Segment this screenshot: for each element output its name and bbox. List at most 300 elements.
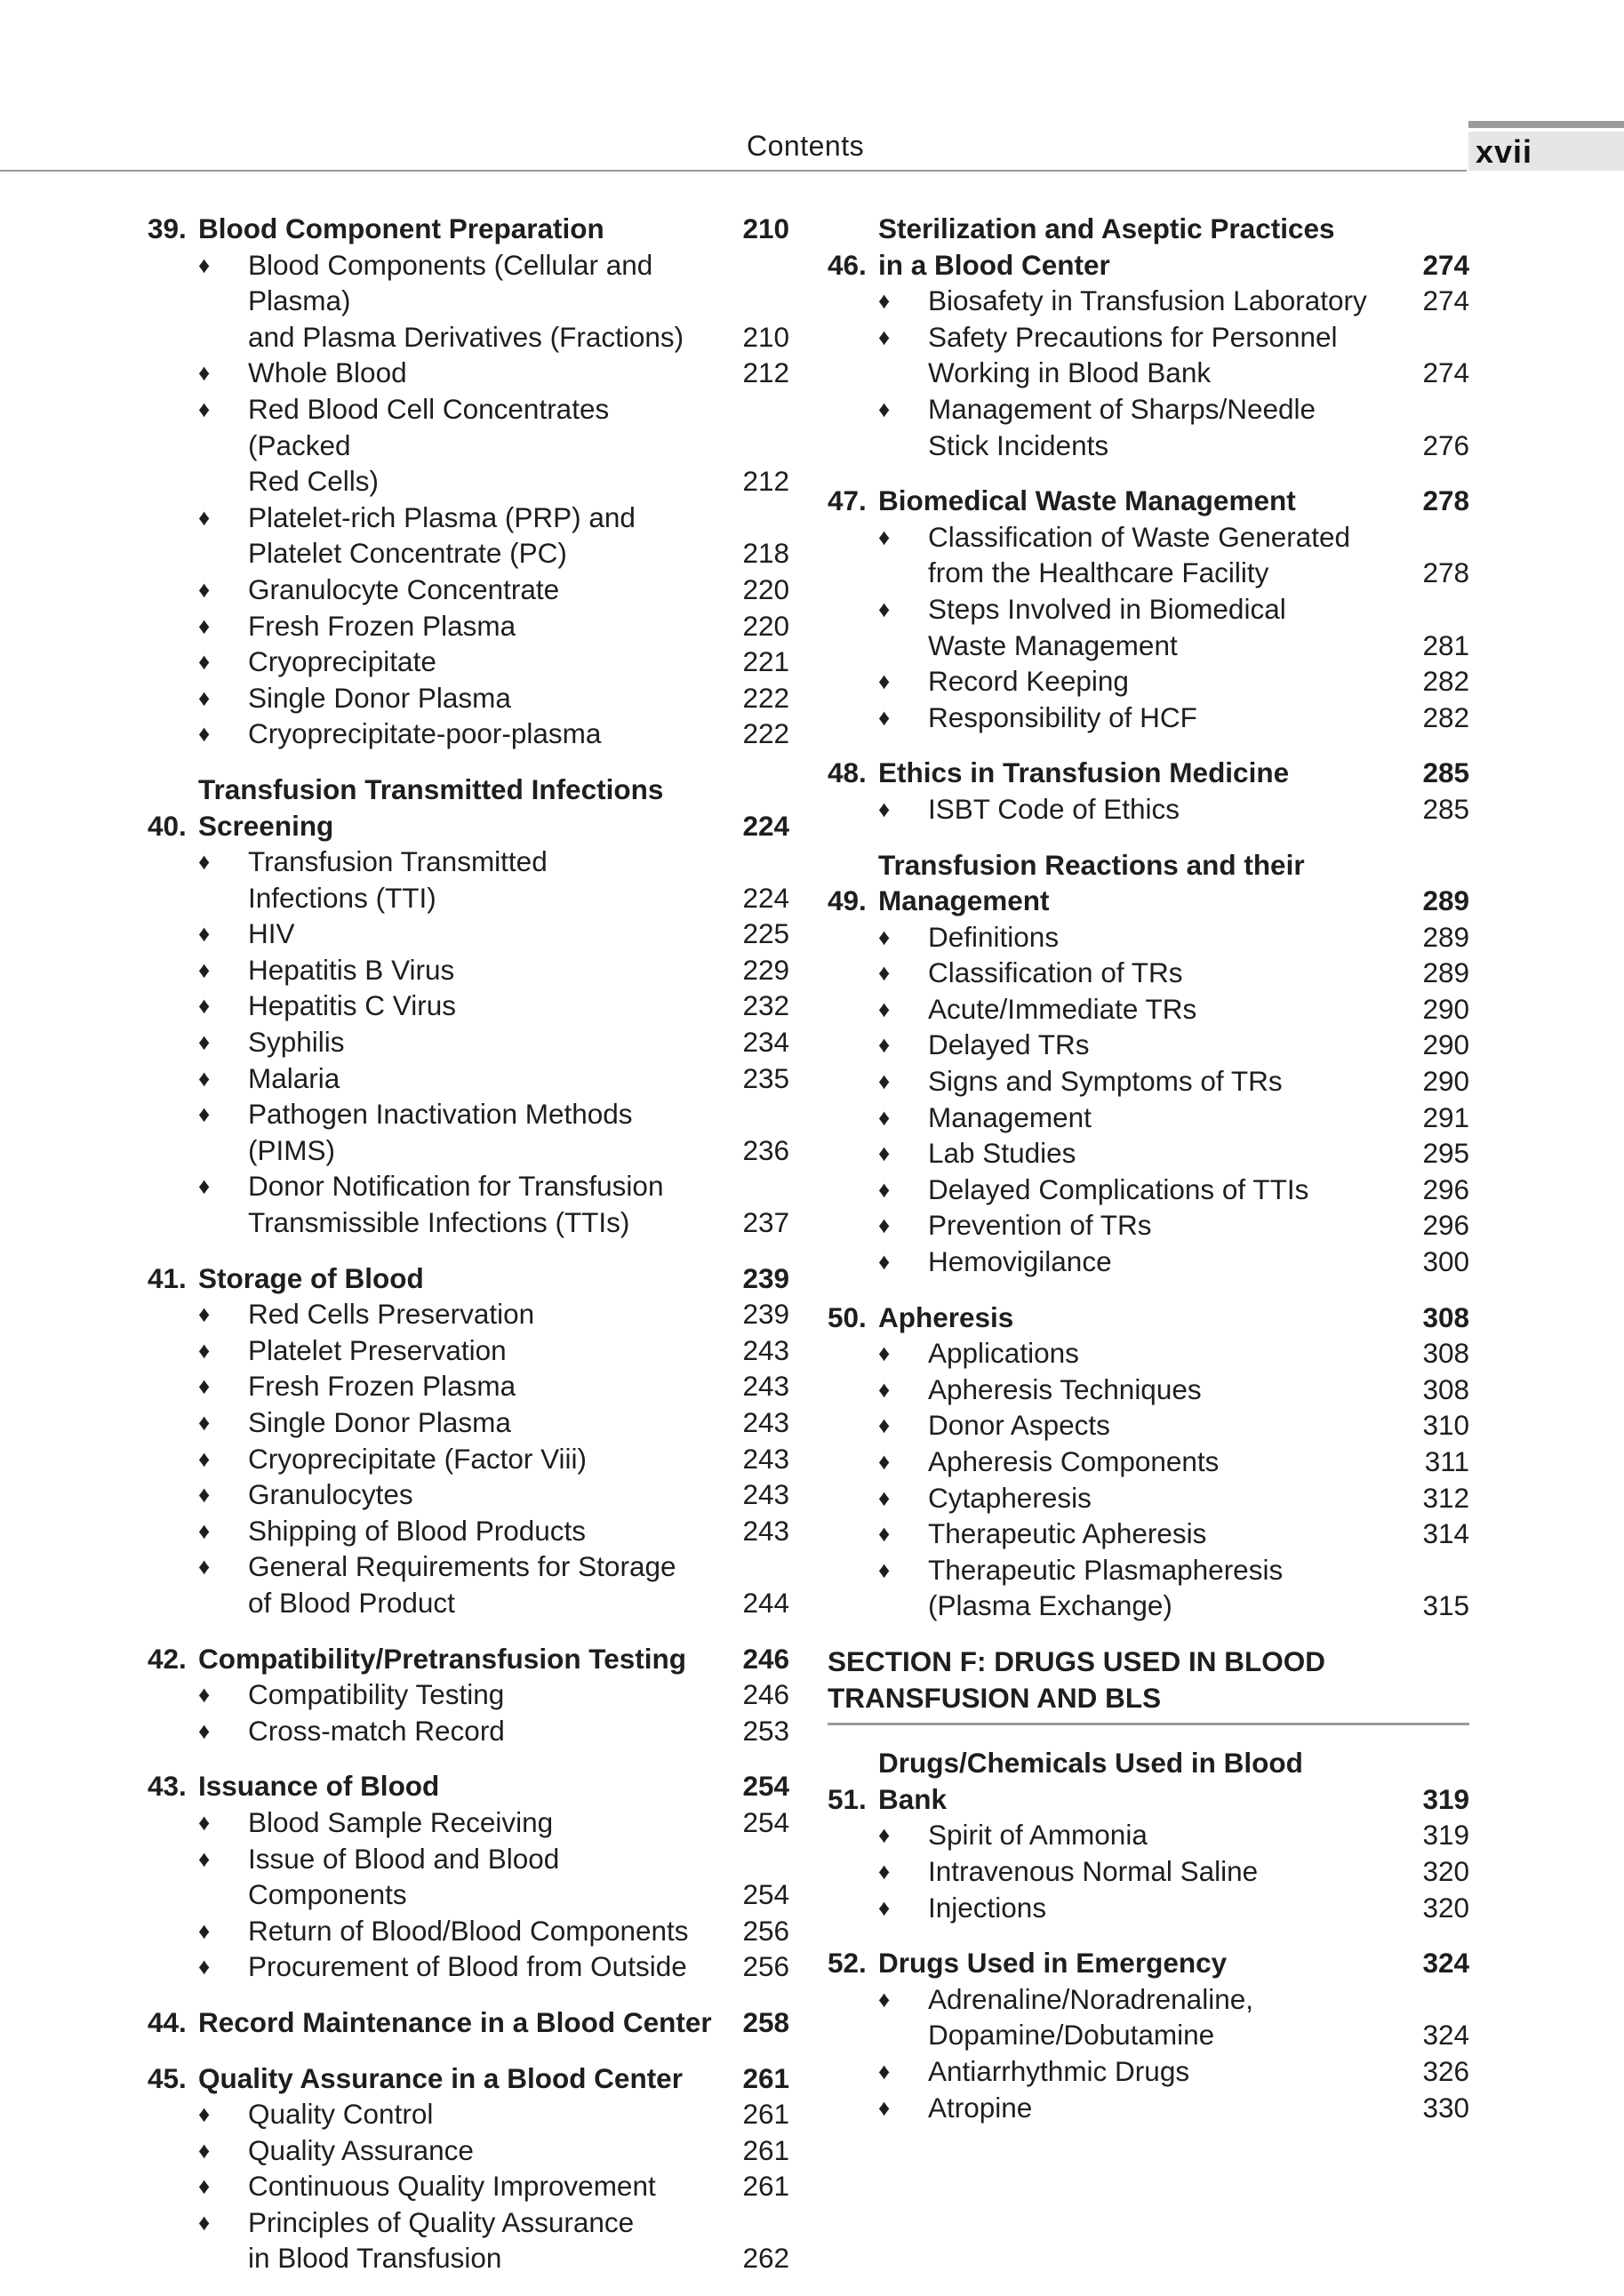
- toc-item: [148, 988, 789, 1024]
- item-page: 296: [1422, 1172, 1469, 1205]
- toc-item: [828, 1444, 1469, 1480]
- item-title: Blood Components (Cellular and Plasma) and Plasma Derivatives (Fractions): [248, 248, 684, 353]
- chapter-title: Drugs Used in Emergency: [878, 1947, 1228, 1980]
- item-title: Quality Assurance: [248, 2133, 474, 2166]
- chapter-heading: [828, 211, 1469, 283]
- chapter-title: Biomedical Waste Management: [878, 484, 1296, 517]
- toc-item: [148, 1096, 789, 1168]
- diamond-bullet-icon: ♦: [198, 359, 211, 387]
- diamond-bullet-icon: ♦: [878, 1556, 891, 1583]
- item-title: Malaria: [248, 1061, 340, 1094]
- item-page: 276: [1422, 428, 1469, 461]
- toc-item: [828, 591, 1469, 663]
- diamond-bullet-icon: ♦: [878, 1175, 891, 1203]
- item-page: 320: [1422, 1854, 1469, 1887]
- chapter-heading: [148, 1641, 789, 1677]
- diamond-bullet-icon: ♦: [198, 1516, 211, 1544]
- section-divider: [828, 1723, 1469, 1725]
- toc-item: [148, 1841, 789, 1913]
- toc-item: [148, 1476, 789, 1513]
- chapter-number: 44.: [148, 2005, 187, 2038]
- toc-item: [148, 391, 789, 500]
- item-page: 237: [742, 1206, 789, 1239]
- diamond-bullet-icon: ♦: [878, 2057, 891, 2084]
- toc-item: [828, 519, 1469, 591]
- item-page: 290: [1422, 1028, 1469, 1061]
- item-page: 312: [1422, 1481, 1469, 1514]
- item-title: Syphilis: [248, 1026, 345, 1059]
- chapter-number: 47.: [828, 484, 867, 517]
- header-rule: [0, 170, 1467, 172]
- chapter-title: Issuance of Blood: [198, 1770, 440, 1803]
- item-page: 235: [742, 1061, 789, 1094]
- chapter-page: 278: [1422, 484, 1469, 517]
- toc-item: [828, 1516, 1469, 1552]
- item-page: 210: [742, 320, 789, 353]
- diamond-bullet-icon: ♦: [878, 323, 891, 350]
- toc-item: [828, 1027, 1469, 1063]
- item-title: Transfusion Transmitted Infections (TTI): [248, 845, 548, 914]
- toc-item: [148, 1548, 789, 1620]
- item-page: 218: [742, 537, 789, 570]
- item-page: 285: [1422, 792, 1469, 825]
- toc-item: [828, 663, 1469, 700]
- item-title: Red Cells Preservation: [248, 1298, 535, 1331]
- toc-item: [148, 1024, 789, 1060]
- item-title: Therapeutic Plasmapheresis (Plasma Exchange): [928, 1553, 1284, 1622]
- diamond-bullet-icon: ♦: [878, 1412, 891, 1439]
- item-title: Applications: [928, 1337, 1079, 1370]
- item-title: Cryoprecipitate-poor-plasma: [248, 717, 602, 750]
- toc-chapter: [148, 1260, 789, 1621]
- diamond-bullet-icon: ♦: [198, 1172, 211, 1200]
- toc-item: [148, 2168, 789, 2204]
- toc-item: [828, 319, 1469, 391]
- toc-item: [828, 1981, 1469, 2053]
- toc-item: [828, 1890, 1469, 1926]
- toc-item: [148, 952, 789, 988]
- item-page: 274: [1422, 284, 1469, 317]
- chapter-page: 289: [1422, 884, 1469, 917]
- item-page: 256: [742, 1950, 789, 1983]
- item-page: 254: [742, 1878, 789, 1911]
- chapter-title: Transfusion Transmitted Infections Screening: [198, 772, 664, 842]
- item-page: 229: [742, 953, 789, 986]
- diamond-bullet-icon: ♦: [878, 1857, 891, 1884]
- toc-item: [828, 1552, 1469, 1624]
- chapter-heading: [828, 755, 1469, 791]
- toc-item: [148, 608, 789, 644]
- item-page: 243: [742, 1406, 789, 1438]
- item-page: 256: [742, 1914, 789, 1947]
- toc-item: [828, 2053, 1469, 2090]
- item-page: 300: [1422, 1245, 1469, 1278]
- item-title: Antiarrhythmic Drugs: [928, 2054, 1190, 2087]
- diamond-bullet-icon: ♦: [198, 1300, 211, 1328]
- item-title: Shipping of Blood Products: [248, 1514, 586, 1547]
- chapter-title: Drugs/Chemicals Used in Blood Bank: [878, 1747, 1303, 1815]
- item-page: 274: [1422, 356, 1469, 389]
- item-title: Cytapheresis: [928, 1481, 1092, 1514]
- chapter-page: 254: [742, 1770, 789, 1803]
- page-number: xvii: [1476, 133, 1533, 170]
- toc-item: [148, 500, 789, 572]
- diamond-bullet-icon: ♦: [878, 1985, 891, 2012]
- toc-item: [828, 1853, 1469, 1890]
- chapter-number: 46.: [828, 248, 867, 281]
- item-title: Platelet Preservation: [248, 1333, 507, 1366]
- item-page: 261: [742, 2170, 789, 2203]
- chapter-heading: [828, 847, 1469, 919]
- toc-chapter: [148, 2004, 789, 2041]
- item-title: Single Donor Plasma: [248, 1406, 511, 1438]
- toc-item: [828, 991, 1469, 1028]
- diamond-bullet-icon: ♦: [878, 287, 891, 315]
- diamond-bullet-icon: ♦: [198, 395, 211, 422]
- diamond-bullet-icon: ♦: [198, 1808, 211, 1836]
- toc-item: [148, 1713, 789, 1749]
- toc-item: [148, 1676, 789, 1713]
- chapter-number: 39.: [148, 212, 187, 244]
- item-page: 243: [742, 1514, 789, 1547]
- item-title: Pathogen Inactivation Methods (PIMS): [248, 1098, 633, 1166]
- toc-chapter: [828, 755, 1469, 827]
- item-page: 243: [742, 1333, 789, 1366]
- toc-item: [148, 644, 789, 680]
- item-title: Atropine: [928, 2091, 1033, 2124]
- toc-item: [828, 791, 1469, 828]
- toc-item: [828, 283, 1469, 319]
- item-page: 236: [742, 1133, 789, 1166]
- chapter-number: 51.: [828, 1782, 867, 1815]
- item-title: ISBT Code of Ethics: [928, 792, 1180, 825]
- toc-item: [148, 1404, 789, 1441]
- chapter-page: 258: [742, 2005, 789, 2038]
- item-title: Adrenaline/Noradrenaline, Dopamine/Dobutamine: [928, 1982, 1253, 2052]
- chapter-page: 319: [1422, 1782, 1469, 1815]
- item-page: 212: [742, 356, 789, 389]
- item-title: Record Keeping: [928, 665, 1129, 698]
- chapter-title: Storage of Blood: [198, 1261, 424, 1294]
- chapter-heading: [828, 1745, 1469, 1817]
- toc-item: [148, 572, 789, 608]
- item-title: Cryoprecipitate: [248, 645, 436, 678]
- diamond-bullet-icon: ♦: [878, 959, 891, 987]
- item-page: 330: [1422, 2091, 1469, 2124]
- item-page: 326: [1422, 2054, 1469, 2087]
- item-page: 253: [742, 1714, 789, 1747]
- chapter-title: Record Maintenance in a Blood Center: [198, 2005, 712, 2038]
- item-title: Donor Aspects: [928, 1409, 1110, 1442]
- chapter-number: 40.: [148, 809, 187, 842]
- item-title: Therapeutic Apheresis: [928, 1517, 1207, 1550]
- chapter-heading: [148, 211, 789, 247]
- item-title: Continuous Quality Improvement: [248, 2170, 656, 2203]
- diamond-bullet-icon: ♦: [198, 848, 211, 876]
- diamond-bullet-icon: ♦: [878, 923, 891, 950]
- item-title: HIV: [248, 917, 295, 950]
- toc-item: [828, 1063, 1469, 1100]
- toc-item: [828, 2090, 1469, 2126]
- item-page: 289: [1422, 956, 1469, 989]
- diamond-bullet-icon: ♦: [198, 2172, 211, 2200]
- toc-item: [148, 2096, 789, 2132]
- item-title: Prevention of TRs: [928, 1209, 1152, 1242]
- item-title: Intravenous Normal Saline: [928, 1854, 1259, 1887]
- diamond-bullet-icon: ♦: [878, 1212, 891, 1239]
- toc-item: [148, 1913, 789, 1949]
- item-page: 308: [1422, 1372, 1469, 1405]
- item-page: 244: [742, 1586, 789, 1619]
- item-title: Classification of TRs: [928, 956, 1183, 989]
- item-page: 282: [1422, 665, 1469, 698]
- chapter-number: 45.: [148, 2061, 187, 2094]
- item-title: Safety Precautions for Personnel Working in Blood Bank: [928, 320, 1338, 389]
- item-page: 282: [1422, 700, 1469, 733]
- item-page: 289: [1422, 920, 1469, 953]
- chapter-page: 324: [1422, 1947, 1469, 1980]
- diamond-bullet-icon: ♦: [198, 1064, 211, 1092]
- item-page: 246: [742, 1678, 789, 1711]
- section-title: SECTION F: DRUGS USED IN BLOOD TRANSFUSION AND BLS: [828, 1644, 1326, 1714]
- toc-item: [828, 1407, 1469, 1444]
- diamond-bullet-icon: ♦: [198, 1336, 211, 1364]
- toc-item: [828, 955, 1469, 991]
- toc-chapter: [828, 847, 1469, 1280]
- diamond-bullet-icon: ♦: [878, 1893, 891, 1921]
- item-title: Biosafety in Transfusion Laboratory: [928, 284, 1367, 317]
- chapter-heading: [828, 483, 1469, 519]
- section-heading-block: [828, 1644, 1469, 1725]
- diamond-bullet-icon: ♦: [878, 1140, 891, 1167]
- toc-item: [828, 919, 1469, 956]
- diamond-bullet-icon: ♦: [198, 2208, 211, 2236]
- toc-item: [148, 1060, 789, 1097]
- diamond-bullet-icon: ♦: [878, 1248, 891, 1276]
- diamond-bullet-icon: ♦: [878, 668, 891, 695]
- item-title: Steps Involved in Biomedical Waste Management: [928, 592, 1286, 661]
- toc-chapter: [148, 2060, 789, 2277]
- toc-item: [828, 1135, 1469, 1172]
- toc-item: [828, 1244, 1469, 1280]
- diamond-bullet-icon: ♦: [198, 992, 211, 1020]
- chapter-heading: [148, 2004, 789, 2041]
- item-title: Signs and Symptoms of TRs: [928, 1065, 1283, 1098]
- toc-chapter: [148, 1641, 789, 1749]
- item-title: Compatibility Testing: [248, 1678, 505, 1711]
- diamond-bullet-icon: ♦: [198, 1481, 211, 1508]
- diamond-bullet-icon: ♦: [878, 1031, 891, 1059]
- chapter-title: Apheresis: [878, 1300, 1014, 1333]
- item-page: 319: [1422, 1819, 1469, 1852]
- diamond-bullet-icon: ♦: [198, 1553, 211, 1580]
- chapter-number: 52.: [828, 1947, 867, 1980]
- chapter-page: 239: [742, 1261, 789, 1294]
- diamond-bullet-icon: ♦: [878, 1484, 891, 1511]
- toc-item: [828, 1172, 1469, 1208]
- diamond-bullet-icon: ♦: [198, 1916, 211, 1944]
- chapter-heading: [148, 2060, 789, 2097]
- toc-item: [828, 1480, 1469, 1516]
- diamond-bullet-icon: ♦: [198, 920, 211, 948]
- toc-item: [148, 2132, 789, 2169]
- diamond-bullet-icon: ♦: [198, 648, 211, 676]
- item-title: Return of Blood/Blood Components: [248, 1914, 689, 1947]
- item-title: Fresh Frozen Plasma: [248, 609, 516, 642]
- item-page: 225: [742, 917, 789, 950]
- item-page: 310: [1422, 1409, 1469, 1442]
- toc-item: [148, 1804, 789, 1841]
- chapter-page: 224: [742, 809, 789, 842]
- chapter-number: 43.: [148, 1770, 187, 1803]
- item-title: Hepatitis C Virus: [248, 989, 457, 1022]
- toc-item: [148, 680, 789, 716]
- toc-left-column: [148, 211, 789, 2296]
- chapter-number: 48.: [828, 756, 867, 789]
- diamond-bullet-icon: ♦: [198, 1028, 211, 1056]
- toc-chapter: [148, 1768, 789, 1985]
- chapter-title: Blood Component Preparation: [198, 212, 604, 244]
- page-tab-bar: [1468, 121, 1624, 128]
- toc-item: [828, 1335, 1469, 1372]
- item-title: Classification of Waste Generated from the Healthcare Facility: [928, 520, 1351, 589]
- item-page: 234: [742, 1026, 789, 1059]
- diamond-bullet-icon: ♦: [198, 1953, 211, 1980]
- chapter-page: 246: [742, 1642, 789, 1675]
- toc-chapter: [828, 483, 1469, 735]
- running-header-title: Contents: [747, 130, 865, 162]
- item-page: 254: [742, 1805, 789, 1838]
- toc-chapter: [828, 211, 1469, 463]
- diamond-bullet-icon: ♦: [878, 1520, 891, 1548]
- item-title: Definitions: [928, 920, 1060, 953]
- item-page: 261: [742, 2133, 789, 2166]
- diamond-bullet-icon: ♦: [878, 1448, 891, 1475]
- item-page: 278: [1422, 556, 1469, 589]
- item-page: 290: [1422, 1065, 1469, 1098]
- item-title: Management: [928, 1100, 1092, 1133]
- item-page: 290: [1422, 992, 1469, 1025]
- toc-item: [148, 844, 789, 916]
- toc-item: [148, 247, 789, 356]
- diamond-bullet-icon: ♦: [198, 1716, 211, 1744]
- toc-item: [828, 1372, 1469, 1408]
- item-page: 222: [742, 681, 789, 714]
- item-page: 243: [742, 1442, 789, 1475]
- diamond-bullet-icon: ♦: [878, 795, 891, 822]
- toc-item: [148, 1296, 789, 1332]
- item-page: 220: [742, 609, 789, 642]
- diamond-bullet-icon: ♦: [198, 2100, 211, 2128]
- toc-item: [148, 1441, 789, 1477]
- chapter-title: Ethics in Transfusion Medicine: [878, 756, 1290, 789]
- diamond-bullet-icon: ♦: [198, 503, 211, 531]
- item-title: Hepatitis B Virus: [248, 953, 455, 986]
- chapter-page: 285: [1422, 756, 1469, 789]
- toc-item: [148, 1513, 789, 1549]
- item-title: Donor Notification for Transfusion Transmissible Infections (TTIs): [248, 1170, 664, 1239]
- toc-chapter: [828, 1300, 1469, 1624]
- toc-item: [828, 1207, 1469, 1244]
- item-page: 295: [1422, 1137, 1469, 1170]
- item-title: Fresh Frozen Plasma: [248, 1370, 516, 1403]
- item-page: 320: [1422, 1891, 1469, 1924]
- toc-item: [148, 2204, 789, 2276]
- chapter-heading: [828, 1300, 1469, 1336]
- toc-item: [828, 1817, 1469, 1853]
- chapter-number: 42.: [148, 1642, 187, 1675]
- diamond-bullet-icon: ♦: [198, 2136, 211, 2164]
- chapter-title: Sterilization and Aseptic Practices in a Blood Center: [878, 212, 1335, 281]
- toc-chapter: [828, 1945, 1469, 2125]
- chapter-number: 50.: [828, 1300, 867, 1333]
- item-page: 261: [742, 2098, 789, 2131]
- chapter-heading: [148, 1260, 789, 1297]
- item-title: Principles of Quality Assurance in Blood Transfusion: [248, 2205, 635, 2275]
- toc-chapter: [828, 1745, 1469, 1925]
- item-page: 222: [742, 717, 789, 750]
- diamond-bullet-icon: ♦: [878, 1375, 891, 1403]
- item-page: 311: [1424, 1445, 1469, 1477]
- item-page: 324: [1422, 2019, 1469, 2052]
- diamond-bullet-icon: ♦: [198, 956, 211, 983]
- diamond-bullet-icon: ♦: [198, 251, 211, 278]
- diamond-bullet-icon: ♦: [198, 1100, 211, 1128]
- item-title: Delayed TRs: [928, 1028, 1090, 1061]
- item-title: Responsibility of HCF: [928, 700, 1197, 733]
- diamond-bullet-icon: ♦: [198, 720, 211, 748]
- item-title: Apheresis Techniques: [928, 1372, 1202, 1405]
- chapter-heading: [148, 772, 789, 844]
- diamond-bullet-icon: ♦: [878, 995, 891, 1022]
- chapter-title: Transfusion Reactions and their Management: [878, 848, 1305, 917]
- item-page: 221: [742, 645, 789, 678]
- item-page: 308: [1422, 1337, 1469, 1370]
- toc-chapter: [148, 772, 789, 1241]
- chapter-title: Compatibility/Pretransfusion Testing: [198, 1642, 686, 1675]
- chapter-page: 261: [742, 2061, 789, 2094]
- item-title: Acute/Immediate TRs: [928, 992, 1197, 1025]
- item-title: Cross-match Record: [248, 1714, 505, 1747]
- item-page: 296: [1422, 1209, 1469, 1242]
- diamond-bullet-icon: ♦: [198, 1444, 211, 1472]
- diamond-bullet-icon: ♦: [878, 523, 891, 550]
- item-page: 281: [1422, 628, 1469, 661]
- item-title: Spirit of Ammonia: [928, 1819, 1148, 1852]
- chapter-heading: [148, 1768, 789, 1804]
- toc-item: [148, 916, 789, 952]
- chapter-page: 274: [1422, 248, 1469, 281]
- toc-right-column: [828, 211, 1469, 2145]
- item-page: 239: [742, 1298, 789, 1331]
- diamond-bullet-icon: ♦: [878, 1068, 891, 1095]
- item-page: 232: [742, 989, 789, 1022]
- chapter-page: 210: [742, 212, 789, 244]
- item-title: Procurement of Blood from Outside: [248, 1950, 687, 1983]
- diamond-bullet-icon: ♦: [878, 1821, 891, 1849]
- item-page: 220: [742, 572, 789, 605]
- toc-item: [148, 716, 789, 752]
- item-page: 243: [742, 1478, 789, 1511]
- diamond-bullet-icon: ♦: [198, 575, 211, 603]
- item-title: Platelet-rich Plasma (PRP) and Platelet Concentrate (PC): [248, 500, 636, 570]
- diamond-bullet-icon: ♦: [878, 395, 891, 422]
- item-title: Blood Sample Receiving: [248, 1805, 554, 1838]
- toc-item: [148, 1368, 789, 1404]
- item-title: Apheresis Components: [928, 1445, 1220, 1477]
- toc-item: [828, 700, 1469, 736]
- chapter-heading: [828, 1945, 1469, 1981]
